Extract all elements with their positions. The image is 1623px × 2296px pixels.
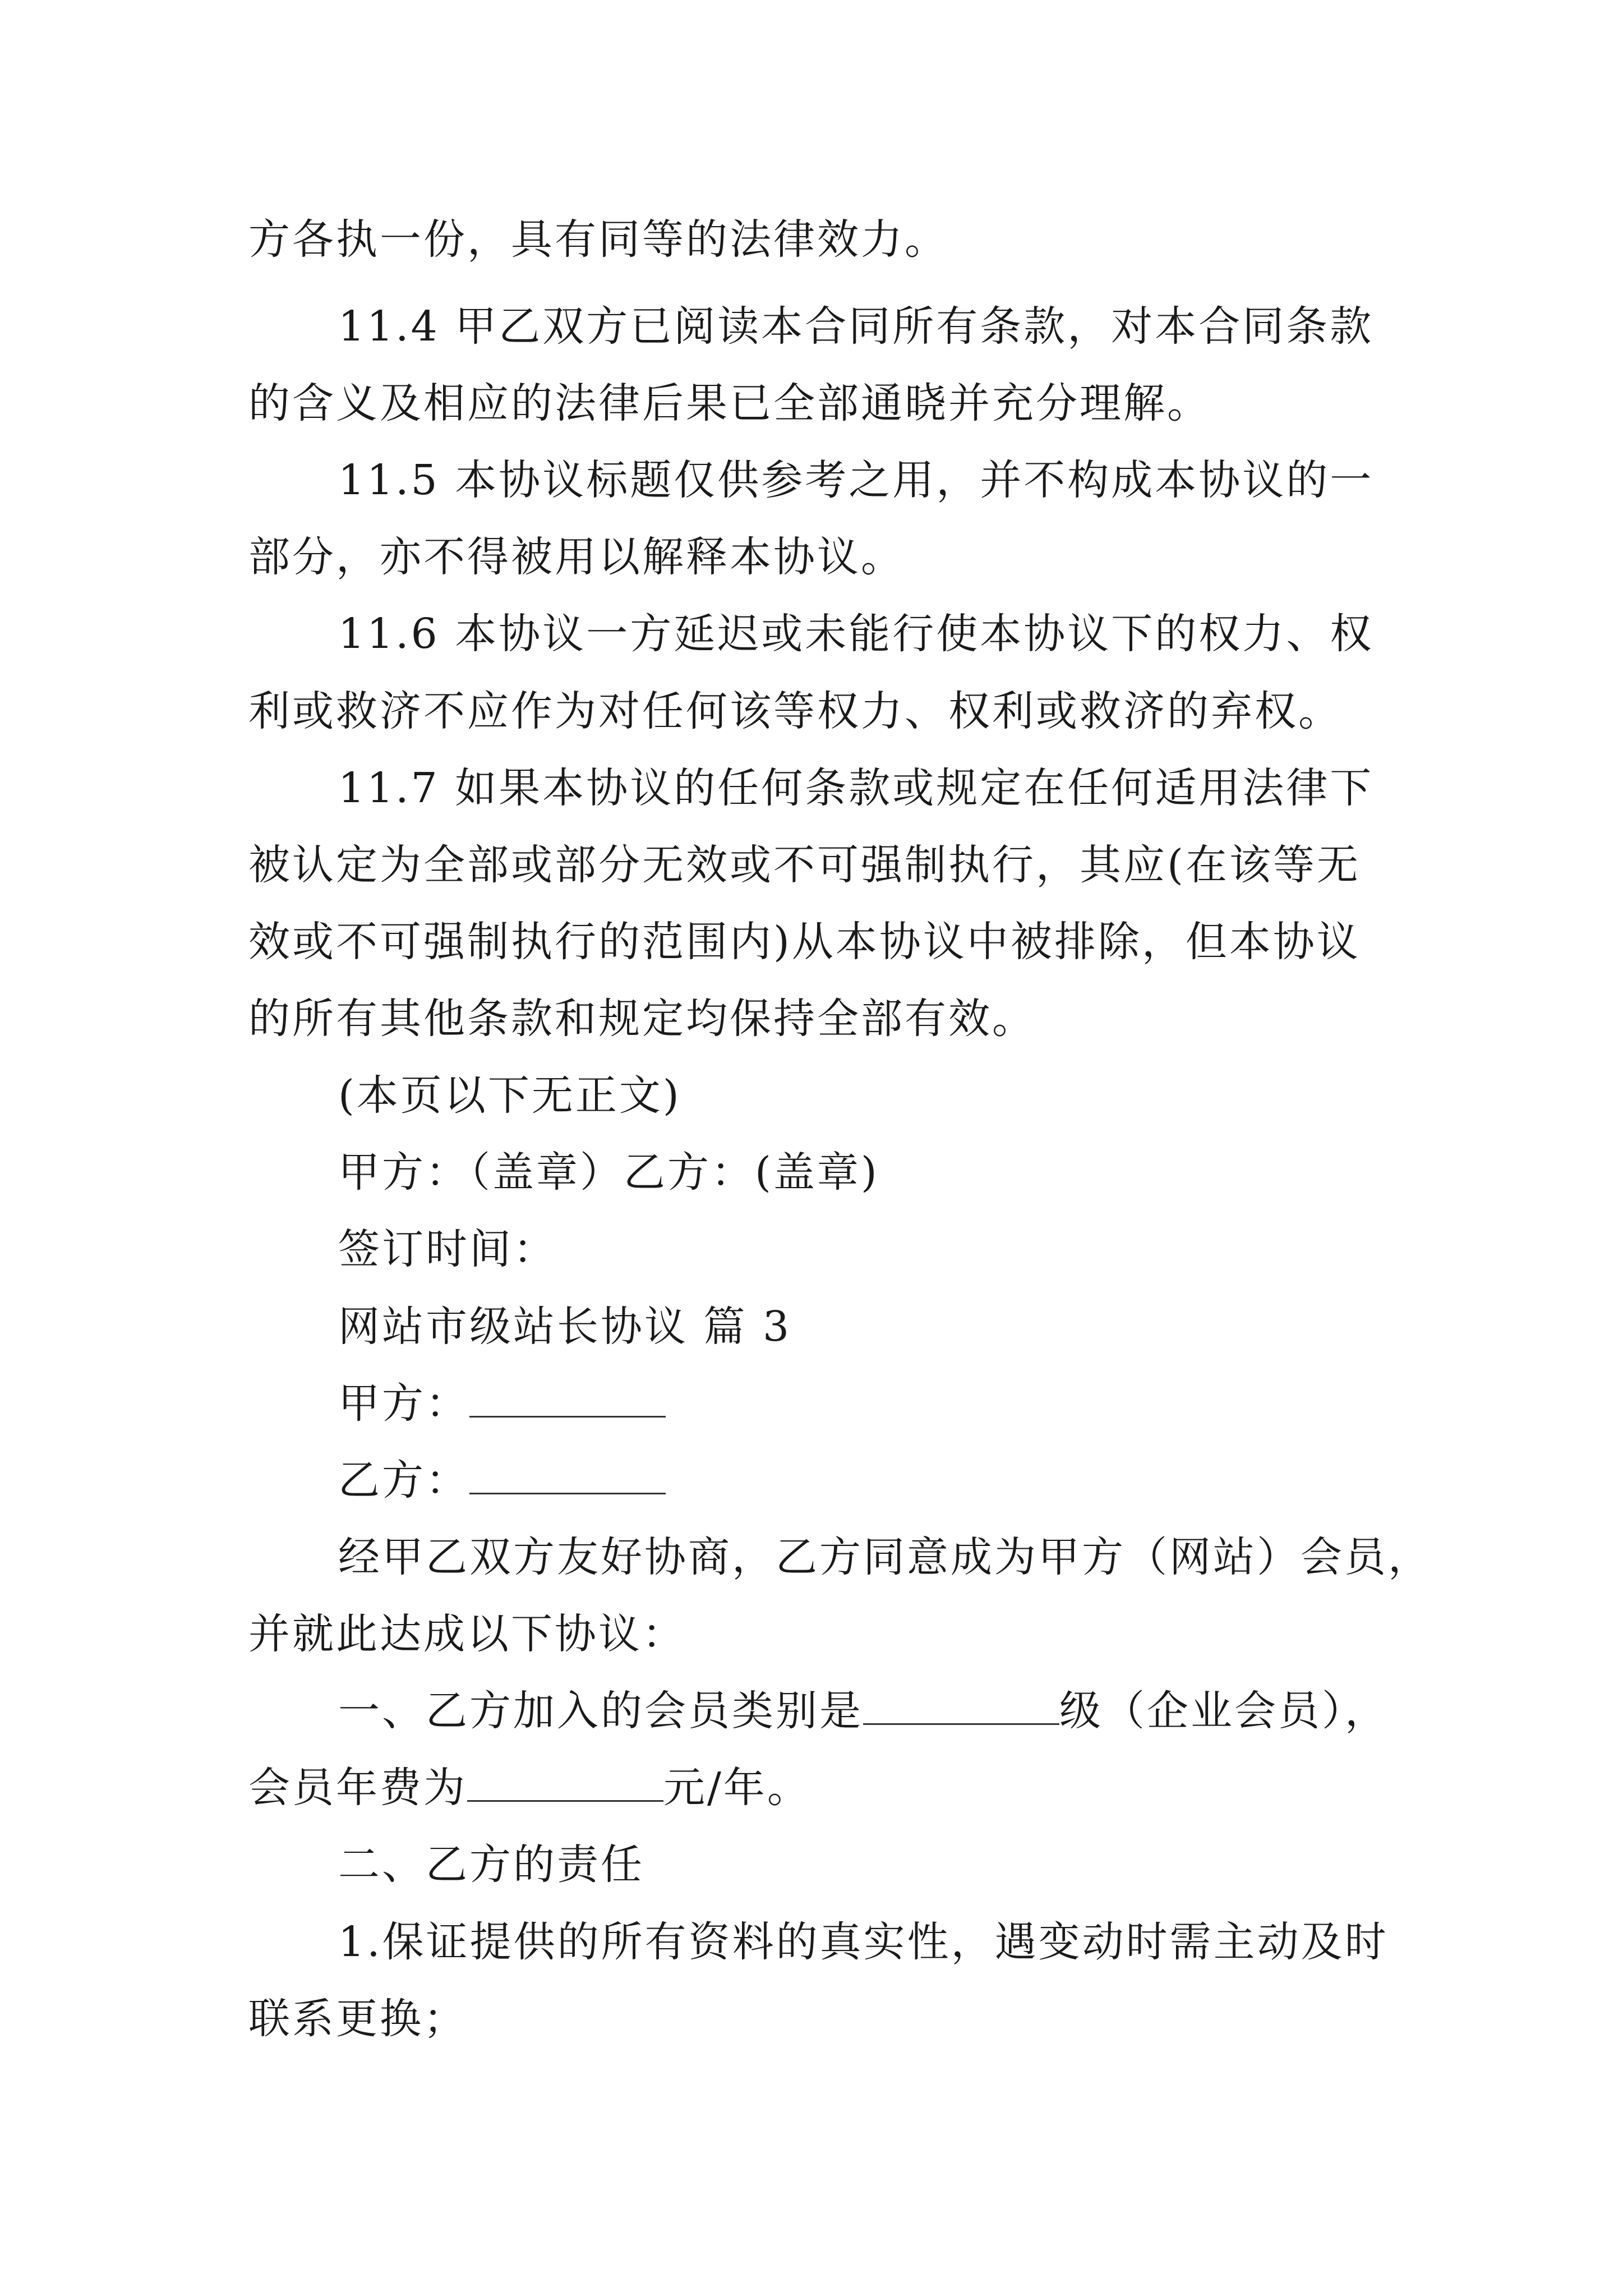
signature-line: 甲方：（盖章）乙方：(盖章) [338, 1148, 879, 1197]
party-b-label: 乙方： [338, 1456, 469, 1504]
item-1-row [338, 1683, 1389, 1739]
text-line: 被认定为全部或部分无效或不可强制执行，其应(在该等无 [248, 841, 1361, 889]
text-line: 效或不可强制执行的范围内)从本协议中被排除，但本协议 [248, 918, 1361, 966]
signing-date-label: 签订时间： [338, 1225, 557, 1273]
party-a-row [338, 1375, 666, 1432]
party-a-label: 甲方： [338, 1379, 469, 1428]
item-2-1: 1.保证提供的所有资料的真实性，遇变动时需主动及时 [338, 1918, 1389, 1966]
section-title: 网站市级站长协议 篇 3 [338, 1303, 792, 1351]
clause-11-6: 11.6 本协议一方延迟或未能行使本协议下的权力、权 [338, 610, 1374, 658]
party-a-blank [469, 1381, 666, 1418]
item-1-text: 元/年。 [663, 1764, 811, 1812]
party-b-blank [469, 1458, 666, 1494]
text-line: 部分，亦不得被用以解释本协议。 [248, 533, 905, 581]
item-1-text: 一、乙方加入的会员类别是 [338, 1687, 863, 1735]
text-line: 方各执一份，具有同等的法律效力。 [248, 215, 948, 264]
clause-11-4: 11.4 甲乙双方已阅读本合同所有条款，对本合同条款 [338, 302, 1374, 351]
text-line: 联系更换； [248, 1995, 467, 2043]
intro-line: 并就此达成以下协议： [248, 1610, 686, 1658]
text-line: 的含义及相应的法律后果已全部通晓并充分理解。 [248, 379, 1211, 427]
no-body-note: (本页以下无正文) [338, 1071, 681, 1120]
clause-11-5: 11.5 本协议标题仅供参考之用，并不构成本协议的一 [338, 456, 1374, 504]
item-2-heading: 二、乙方的责任 [338, 1841, 644, 1889]
item-1-text: 级（企业会员）， [1059, 1687, 1389, 1735]
clause-11-7: 11.7 如果本协议的任何条款或规定在任何适用法律下 [338, 764, 1374, 812]
annual-fee-blank [467, 1765, 663, 1802]
item-1-fee-row [248, 1760, 811, 1816]
item-1-text: 会员年费为 [248, 1764, 467, 1812]
text-line: 的所有其他条款和规定均保持全部有效。 [248, 995, 1036, 1043]
intro-line: 经甲乙双方友好协商，乙方同意成为甲方（网站）会员， [338, 1533, 1432, 1581]
text-line: 利或救济不应作为对任何该等权力、权利或救济的弃权。 [248, 687, 1342, 735]
member-level-blank [863, 1688, 1059, 1725]
party-b-row [338, 1452, 666, 1508]
